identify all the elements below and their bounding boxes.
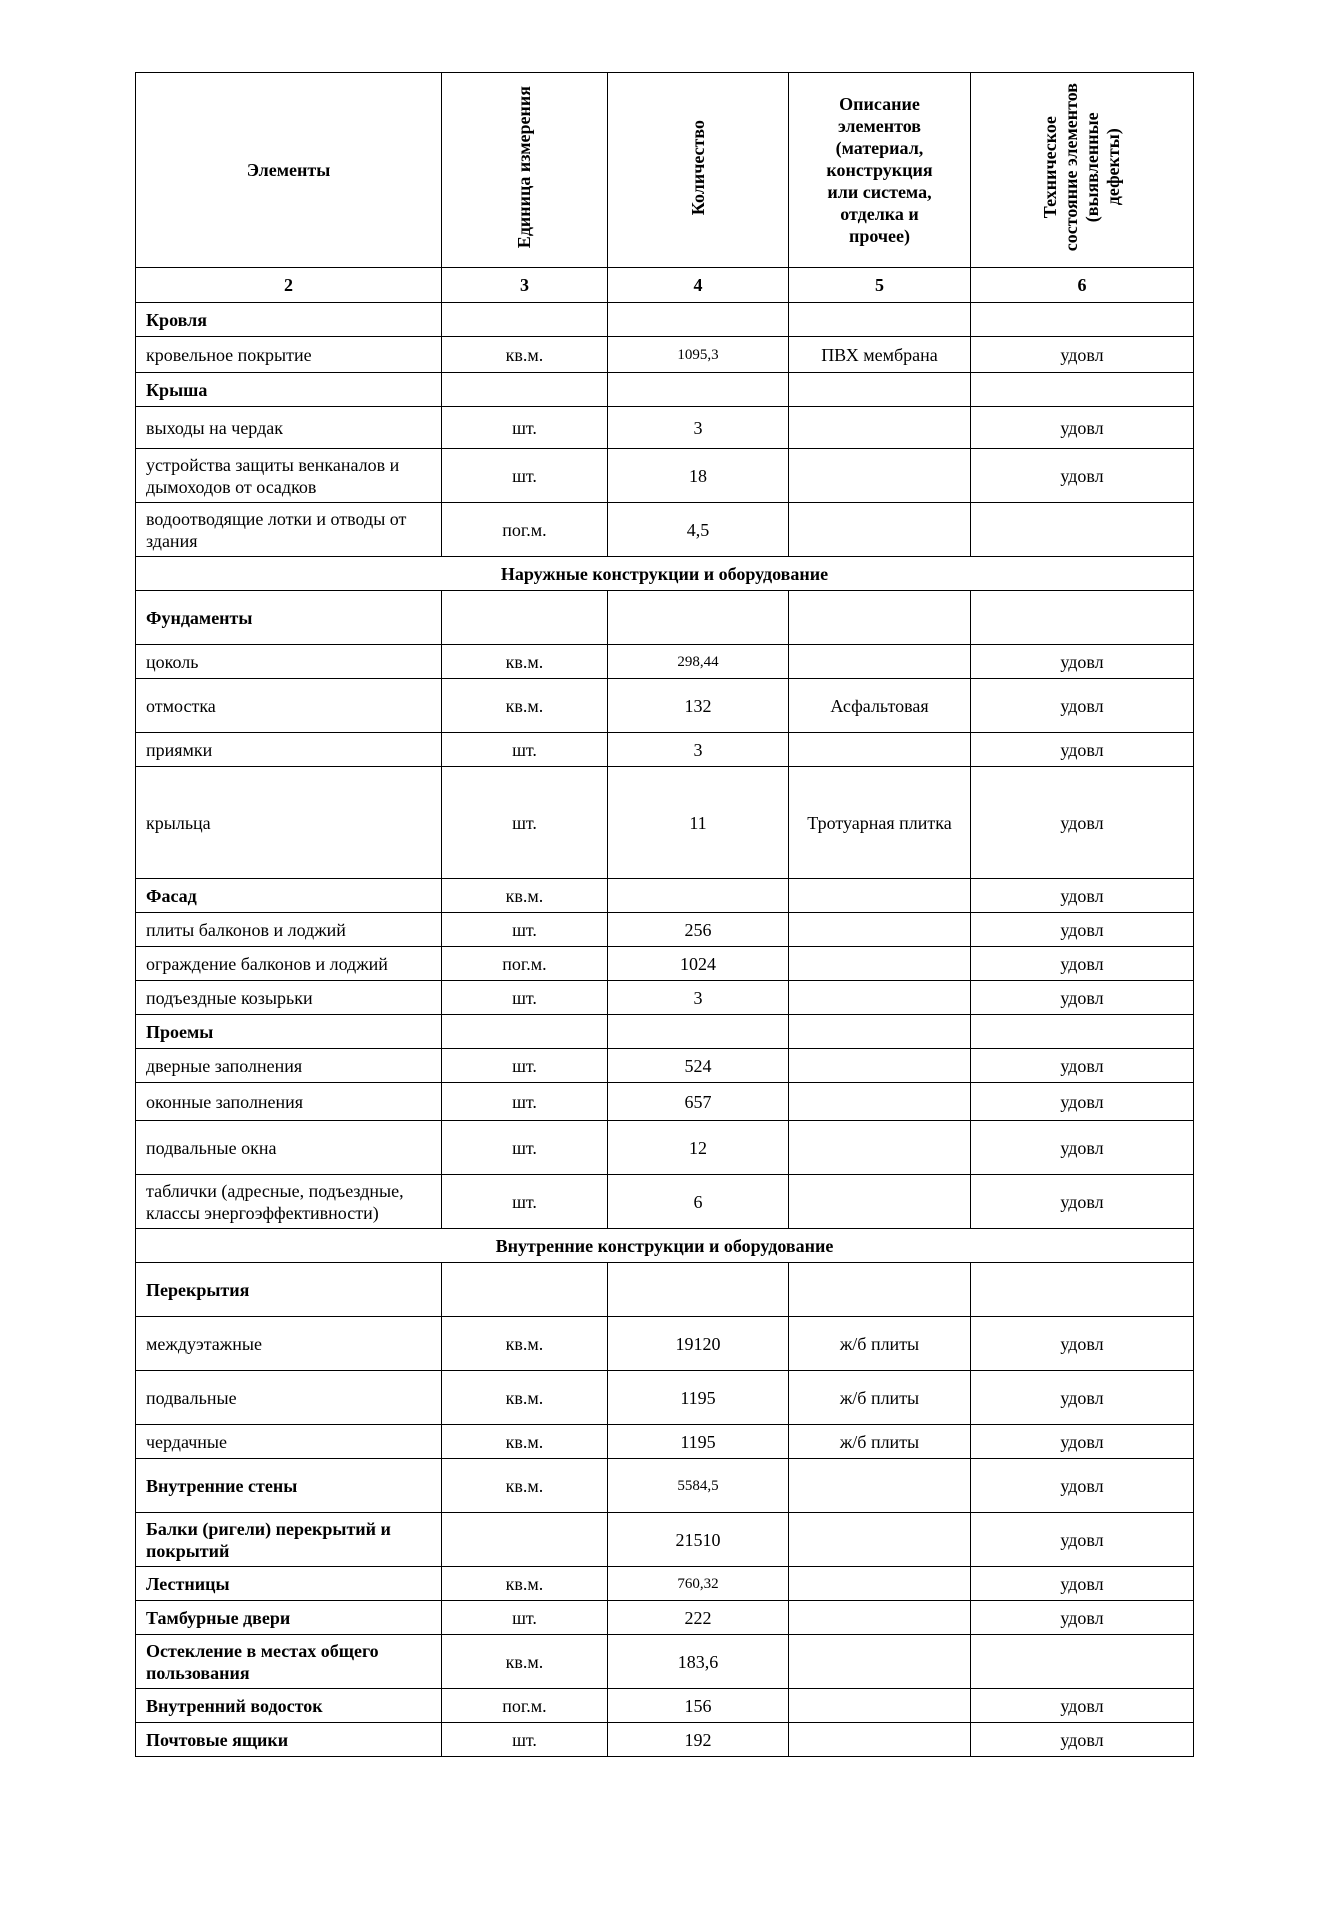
quantity-cell (608, 373, 789, 407)
description-cell (789, 1083, 971, 1121)
table-row (136, 981, 1194, 1015)
unit-cell: шт. (442, 1601, 608, 1635)
table-row (136, 1567, 1194, 1601)
element-name-cell: Внутренний водосток (136, 1689, 442, 1723)
description-cell (789, 733, 971, 767)
quantity-cell (608, 879, 789, 913)
table-row (136, 767, 1194, 879)
description-cell (789, 913, 971, 947)
condition-cell (971, 591, 1194, 645)
element-name-cell: кровельное покрытие (136, 337, 442, 373)
condition-cell: удовл (971, 1425, 1194, 1459)
element-name-cell: Остекление в местах общего пользования (136, 1635, 442, 1689)
unit-cell: кв.м. (442, 1317, 608, 1371)
description-cell (789, 1015, 971, 1049)
unit-cell: пог.м. (442, 947, 608, 981)
unit-cell: шт. (442, 767, 608, 879)
condition-cell: удовл (971, 1601, 1194, 1635)
table-row (136, 1513, 1194, 1567)
quantity-cell: 3 (608, 407, 789, 449)
condition-cell: удовл (971, 1689, 1194, 1723)
unit-cell: шт. (442, 1049, 608, 1083)
element-name-cell: приямки (136, 733, 442, 767)
condition-cell (971, 303, 1194, 337)
element-name-cell: водоотводящие лотки и отводы от здания (136, 503, 442, 557)
element-name-cell: чердачные (136, 1425, 442, 1459)
element-name-cell: Балки (ригели) перекрытий и покрытий (136, 1513, 442, 1567)
description-cell (789, 1513, 971, 1567)
unit-cell: шт. (442, 449, 608, 503)
element-name-cell: цоколь (136, 645, 442, 679)
quantity-cell: 657 (608, 1083, 789, 1121)
description-cell: ж/б плиты (789, 1317, 971, 1371)
column-number: 6 (971, 268, 1194, 303)
description-cell (789, 1175, 971, 1229)
element-name-cell: Внутренние стены (136, 1459, 442, 1513)
description-cell (789, 1459, 971, 1513)
table-row (136, 1459, 1194, 1513)
table-row (136, 503, 1194, 557)
table-row (136, 1317, 1194, 1371)
condition-cell: удовл (971, 981, 1194, 1015)
element-name-cell: подвальные окна (136, 1121, 442, 1175)
unit-cell: кв.м. (442, 337, 608, 373)
unit-cell: кв.м. (442, 879, 608, 913)
header-elements: Элементы (136, 73, 442, 268)
unit-cell (442, 1263, 608, 1317)
quantity-cell: 1024 (608, 947, 789, 981)
condition-cell: удовл (971, 913, 1194, 947)
condition-cell: удовл (971, 449, 1194, 503)
column-number: 5 (789, 268, 971, 303)
header-description: Описание элементов (материал, конструкция или система, отделка и прочее) (789, 73, 971, 268)
element-name-cell: Кровля (136, 303, 442, 337)
unit-cell (442, 373, 608, 407)
condition-cell: удовл (971, 1567, 1194, 1601)
element-name-cell: Тамбурные двери (136, 1601, 442, 1635)
section-row (136, 1229, 1194, 1263)
element-name-cell: Лестницы (136, 1567, 442, 1601)
quantity-cell: 21510 (608, 1513, 789, 1567)
unit-cell: шт. (442, 913, 608, 947)
header-quantity: Количество (608, 73, 789, 268)
element-name-cell: Почтовые ящики (136, 1723, 442, 1757)
section-row (136, 557, 1194, 591)
table-row (136, 1121, 1194, 1175)
condition-cell (971, 373, 1194, 407)
quantity-cell: 256 (608, 913, 789, 947)
unit-cell: кв.м. (442, 1459, 608, 1513)
table-row (136, 407, 1194, 449)
element-name-cell: междуэтажные (136, 1317, 442, 1371)
table-header-row (136, 73, 1194, 268)
quantity-cell (608, 1015, 789, 1049)
description-cell (789, 1567, 971, 1601)
condition-cell: удовл (971, 337, 1194, 373)
table-row (136, 373, 1194, 407)
element-name-cell: крыльца (136, 767, 442, 879)
table-row (136, 1601, 1194, 1635)
description-cell: ж/б плиты (789, 1371, 971, 1425)
section-title: Внутренние конструкции и оборудование (136, 1229, 1194, 1263)
condition-cell: удовл (971, 1175, 1194, 1229)
table-row (136, 913, 1194, 947)
element-name-cell: отмостка (136, 679, 442, 733)
unit-cell: кв.м. (442, 1567, 608, 1601)
description-cell (789, 645, 971, 679)
description-cell: ПВХ мембрана (789, 337, 971, 373)
unit-cell: шт. (442, 733, 608, 767)
unit-cell: пог.м. (442, 1689, 608, 1723)
condition-cell: удовл (971, 1371, 1194, 1425)
header-unit: Единица измерения (442, 73, 608, 268)
table-row (136, 1049, 1194, 1083)
description-cell (789, 591, 971, 645)
quantity-cell: 11 (608, 767, 789, 879)
table-row (136, 449, 1194, 503)
unit-cell: шт. (442, 1083, 608, 1121)
column-number: 2 (136, 268, 442, 303)
quantity-cell: 183,6 (608, 1635, 789, 1689)
element-name-cell: Перекрытия (136, 1263, 442, 1317)
description-cell: ж/б плиты (789, 1425, 971, 1459)
description-cell (789, 449, 971, 503)
unit-cell (442, 591, 608, 645)
table-row (136, 645, 1194, 679)
element-name-cell: Фасад (136, 879, 442, 913)
section-title: Наружные конструкции и оборудование (136, 557, 1194, 591)
quantity-cell: 132 (608, 679, 789, 733)
condition-cell: удовл (971, 733, 1194, 767)
quantity-cell: 19120 (608, 1317, 789, 1371)
element-name-cell: плиты балконов и лоджий (136, 913, 442, 947)
unit-cell: кв.м. (442, 679, 608, 733)
description-cell (789, 1121, 971, 1175)
unit-cell: кв.м. (442, 1635, 608, 1689)
table-row (136, 1425, 1194, 1459)
element-name-cell: подъездные козырьки (136, 981, 442, 1015)
table-row (136, 337, 1194, 373)
description-cell (789, 503, 971, 557)
condition-cell: удовл (971, 1317, 1194, 1371)
element-name-cell: Проемы (136, 1015, 442, 1049)
description-cell (789, 981, 971, 1015)
condition-cell: удовл (971, 679, 1194, 733)
quantity-cell: 5584,5 (608, 1459, 789, 1513)
quantity-cell: 1195 (608, 1371, 789, 1425)
quantity-cell: 524 (608, 1049, 789, 1083)
quantity-cell: 3 (608, 981, 789, 1015)
quantity-cell: 222 (608, 1601, 789, 1635)
unit-cell: шт. (442, 407, 608, 449)
table-row (136, 1723, 1194, 1757)
quantity-cell: 192 (608, 1723, 789, 1757)
table-row (136, 1635, 1194, 1689)
description-cell (789, 1263, 971, 1317)
unit-cell: кв.м. (442, 645, 608, 679)
unit-cell: шт. (442, 1175, 608, 1229)
unit-cell: шт. (442, 1121, 608, 1175)
element-name-cell: дверные заполнения (136, 1049, 442, 1083)
quantity-cell: 298,44 (608, 645, 789, 679)
quantity-cell: 156 (608, 1689, 789, 1723)
condition-cell: удовл (971, 1723, 1194, 1757)
unit-cell (442, 303, 608, 337)
unit-cell: пог.м. (442, 503, 608, 557)
table-row (136, 591, 1194, 645)
element-name-cell: подвальные (136, 1371, 442, 1425)
description-cell (789, 1723, 971, 1757)
quantity-cell: 760,32 (608, 1567, 789, 1601)
quantity-cell: 18 (608, 449, 789, 503)
condition-cell: удовл (971, 879, 1194, 913)
element-name-cell: выходы на чердак (136, 407, 442, 449)
column-number: 3 (442, 268, 608, 303)
table-row (136, 947, 1194, 981)
condition-cell (971, 1263, 1194, 1317)
unit-cell: шт. (442, 1723, 608, 1757)
description-cell (789, 1049, 971, 1083)
table-row (136, 1015, 1194, 1049)
description-cell (789, 947, 971, 981)
table-row (136, 679, 1194, 733)
unit-cell: шт. (442, 981, 608, 1015)
table-row (136, 1689, 1194, 1723)
header-condition: Техническое состояние элементов (выявленные дефекты) (971, 73, 1194, 268)
description-cell (789, 1601, 971, 1635)
description-cell (789, 373, 971, 407)
table-row (136, 1263, 1194, 1317)
description-cell (789, 407, 971, 449)
condition-cell: удовл (971, 1049, 1194, 1083)
condition-cell: удовл (971, 645, 1194, 679)
condition-cell: удовл (971, 407, 1194, 449)
condition-cell (971, 503, 1194, 557)
quantity-cell: 6 (608, 1175, 789, 1229)
document-page (135, 72, 1193, 1757)
condition-cell: удовл (971, 1459, 1194, 1513)
condition-cell: удовл (971, 767, 1194, 879)
description-cell (789, 303, 971, 337)
unit-cell: кв.м. (442, 1371, 608, 1425)
element-name-cell: ограждение балконов и лоджий (136, 947, 442, 981)
unit-cell: кв.м. (442, 1425, 608, 1459)
description-cell: Тротуарная плитка (789, 767, 971, 879)
condition-cell: удовл (971, 1121, 1194, 1175)
table-row (136, 1371, 1194, 1425)
unit-cell (442, 1513, 608, 1567)
quantity-cell: 4,5 (608, 503, 789, 557)
element-name-cell: Фундаменты (136, 591, 442, 645)
quantity-cell (608, 1263, 789, 1317)
elements-table (135, 72, 1194, 1757)
description-cell: Асфальтовая (789, 679, 971, 733)
table-row (136, 733, 1194, 767)
condition-cell: удовл (971, 947, 1194, 981)
table-row (136, 303, 1194, 337)
condition-cell: удовл (971, 1513, 1194, 1567)
table-body (136, 303, 1194, 1757)
quantity-cell (608, 303, 789, 337)
element-name-cell: Крыша (136, 373, 442, 407)
quantity-cell: 1095,3 (608, 337, 789, 373)
condition-cell (971, 1015, 1194, 1049)
quantity-cell (608, 591, 789, 645)
quantity-cell: 12 (608, 1121, 789, 1175)
table-row (136, 879, 1194, 913)
condition-cell (971, 1635, 1194, 1689)
element-name-cell: таблички (адресные, подъездные, классы энергоэффективности) (136, 1175, 442, 1229)
description-cell (789, 1689, 971, 1723)
quantity-cell: 1195 (608, 1425, 789, 1459)
table-row (136, 1083, 1194, 1121)
unit-cell (442, 1015, 608, 1049)
element-name-cell: устройства защиты венканалов и дымоходов от осадков (136, 449, 442, 503)
description-cell (789, 1635, 971, 1689)
table-row (136, 1175, 1194, 1229)
quantity-cell: 3 (608, 733, 789, 767)
description-cell (789, 879, 971, 913)
element-name-cell: оконные заполнения (136, 1083, 442, 1121)
column-number: 4 (608, 268, 789, 303)
condition-cell: удовл (971, 1083, 1194, 1121)
column-number-row (136, 268, 1194, 303)
